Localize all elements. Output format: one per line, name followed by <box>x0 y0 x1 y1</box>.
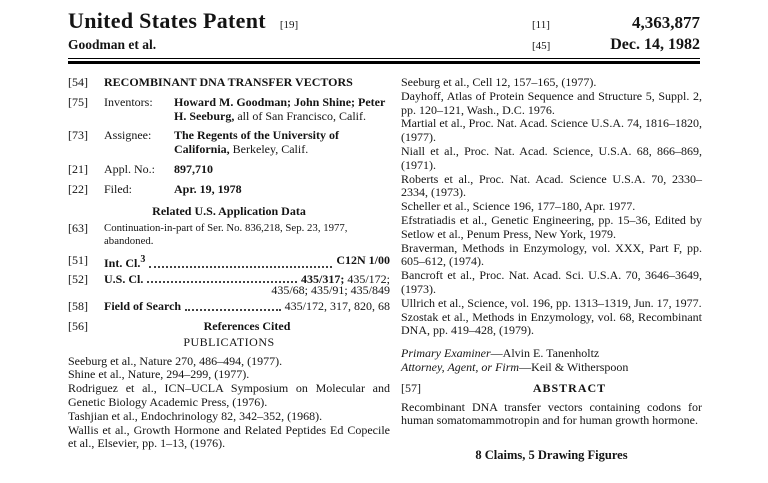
claims-drawing-figures-line: 8 Claims, 5 Drawing Figures <box>475 448 628 463</box>
examiner-block <box>401 347 702 375</box>
application-number-row <box>68 163 390 177</box>
document-body <box>68 76 700 463</box>
publications-heading: PUBLICATIONS <box>183 334 275 349</box>
us-cl-value: 435/317; 435/172; <box>300 271 390 286</box>
filed-value: Apr. 19, 1978 <box>174 181 242 196</box>
left-column <box>68 76 390 463</box>
patent-number-tag: [11] <box>532 19 550 31</box>
patent-number-group <box>532 13 700 33</box>
related-data-heading: Related U.S. Application Data <box>152 203 306 218</box>
patent-header <box>68 8 700 64</box>
publication-item: Wallis et al., Growth Hormone and Related Peptides Ed Copecile et al., Elsevier, pp. 1–13, (1976). <box>68 422 390 451</box>
publication-item: Seeburg et al., Nature 270, 486–494, (1977). <box>68 353 283 368</box>
invention-title-row <box>68 76 390 90</box>
inventors-row <box>68 96 390 124</box>
us-cl-value-line2: 435/68; 435/91; 435/849 <box>271 283 390 298</box>
assignee-row <box>68 129 390 157</box>
dot-leader <box>185 300 281 314</box>
assignee-label: Assignee: <box>104 128 152 143</box>
references-cited-heading: References Cited <box>203 319 291 334</box>
field-tag: [63] <box>68 221 88 236</box>
field-tag: [73] <box>68 128 88 143</box>
int-cl-row <box>68 254 390 271</box>
reference-item: Dayhoff, Atlas of Protein Sequence and Structure 5, Suppl. 2, pp. 120–121, Wash., D.C. 1976. <box>401 88 702 117</box>
appl-no-label: Appl. No.: <box>104 161 155 176</box>
reference-item: Braverman, Methods in Enzymology, vol. XXX, Part F, pp. 605–612, (1974). <box>401 240 702 269</box>
issue-date-tag: [45] <box>532 40 551 52</box>
filed-date-row <box>68 183 390 197</box>
kind-code-tag: [19] <box>279 19 299 31</box>
filed-label: Filed: <box>104 181 133 196</box>
field-tag: [22] <box>68 181 88 196</box>
continuation-row <box>68 222 390 247</box>
inventor-surname: Goodman et al. <box>68 37 157 52</box>
issue-date-group <box>532 36 700 54</box>
appl-no-value: 897,710 <box>174 161 213 176</box>
field-tag: [58] <box>68 299 88 314</box>
assignee-value: The Regents of the University of California, Berkeley, Calif. <box>174 128 339 157</box>
reference-item: Szostak et al., Methods in Enzymology, vol. 68, Recombinant DNA, pp. 419–428, (1979). <box>401 309 702 338</box>
publication-item: Shine et al., Nature, 294–299, (1977). <box>68 367 250 382</box>
field-of-search-value: 435/172, 317, 820, 68 <box>284 299 390 314</box>
field-tag: [54] <box>68 75 88 89</box>
patent-number: 4,363,877 <box>632 13 700 32</box>
field-tag: [75] <box>68 94 88 109</box>
references-cited-row <box>68 320 390 334</box>
continuation-text: Continuation-in-part of Ser. No. 836,218, Sep. 23, 1977, abandoned. <box>104 222 348 248</box>
primary-examiner-line: Primary Examiner—Alvin E. Tanenholtz <box>401 346 600 361</box>
field-tag: [51] <box>68 252 88 267</box>
issue-date: Dec. 14, 1982 <box>610 36 700 53</box>
reference-item: Martial et al., Proc. Nat. Acad. Science U.S.A. 74, 1816–1820, (1977). <box>401 116 702 145</box>
attorney-line: Attorney, Agent, or Firm—Keil & Witherspoon <box>401 359 629 374</box>
publications-list <box>68 355 390 452</box>
field-tag: [52] <box>68 271 88 286</box>
reference-item: Roberts et al., Proc. Nat. Acad. Science U.S.A. 70, 2330–2334, (1973). <box>401 171 702 200</box>
publication-item: Rodriguez et al., ICN–UCLA Symposium on Molecular and Genetic Biology Academic Press, (1976). <box>68 381 390 410</box>
patent-title: United States Patent <box>68 8 266 33</box>
field-tag: [57] <box>401 380 421 395</box>
dot-leader <box>147 273 297 287</box>
header-rule <box>68 58 700 64</box>
abstract-heading: ABSTRACT <box>532 380 607 395</box>
reference-item: Niall et al., Proc. Nat. Acad. Science, U.S.A. 68, 866–869, (1971). <box>401 143 702 172</box>
publication-item: Tashjian et al., Endochrinology 82, 342–352, (1968). <box>68 408 323 423</box>
field-tag: [56] <box>68 319 88 334</box>
reference-item: Seeburg et al., Cell 12, 157–165, (1977). <box>401 75 597 89</box>
field-of-search-label: Field of Search <box>104 299 182 314</box>
dot-leader <box>149 254 332 271</box>
reference-item: Ullrich et al., Science, vol. 196, pp. 1313–1319, Jun. 17, 1977. <box>401 295 702 310</box>
us-cl-label: U.S. Cl. <box>104 271 144 286</box>
right-column <box>401 76 702 463</box>
field-tag: [21] <box>68 161 88 176</box>
inventors-value: Howard M. Goodman; John Shine; Peter H. Seeburg, all of San Francisco, Calif. <box>174 94 386 123</box>
abstract-heading-row <box>401 382 702 396</box>
reference-item: Efstratiadis et al., Genetic Engineering, pp. 15–36, Edited by Setlow et al., Penum Press, New York, 1979. <box>401 212 702 241</box>
invention-title: RECOMBINANT DNA TRANSFER VECTORS <box>104 75 353 89</box>
inventors-label: Inventors: <box>104 94 153 109</box>
field-of-search-row <box>68 300 390 314</box>
abstract-text: Recombinant DNA transfer vectors containing codons for human somatomammotropin and for human growth hormone. <box>401 399 702 428</box>
references-list <box>401 76 702 338</box>
int-cl-label: Int. Cl.$^3$ <box>104 253 146 270</box>
int-cl-value: C12N 1/00 <box>336 252 390 267</box>
reference-item: Scheller et al., Science 196, 177–180, Apr. 1977. <box>401 199 636 214</box>
reference-item: Bancroft et al., Proc. Nat. Acad. Sci. U.S.A. 70, 3646–3649, (1973). <box>401 268 702 296</box>
